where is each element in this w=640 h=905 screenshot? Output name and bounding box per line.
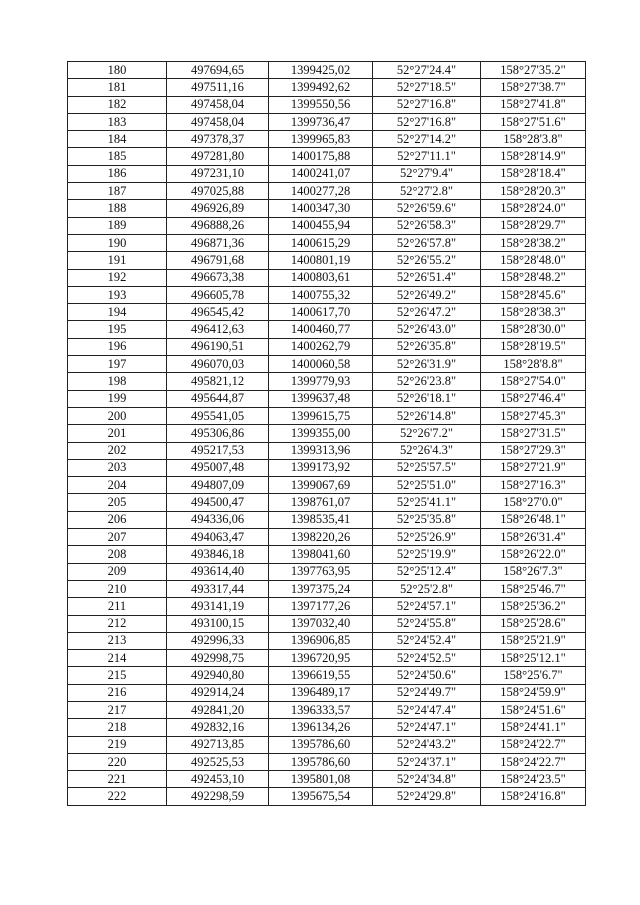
longitude-cell: 158°27'0.0" [481,494,586,511]
table-row [68,477,586,494]
y-coordinate-cell: 1399313,96 [269,442,373,459]
longitude-cell: 158°24'22.7" [481,753,586,770]
latitude-cell: 52°24'47.1" [373,719,481,736]
table-row [68,753,586,770]
longitude-cell: 158°27'54.0" [481,373,586,390]
point-number-cell: 209 [68,563,167,580]
x-coordinate-cell: 495541,05 [167,407,269,424]
longitude-cell: 158°28'19.5" [481,338,586,355]
longitude-cell: 158°28'18.4" [481,165,586,182]
point-number-cell: 220 [68,753,167,770]
longitude-cell: 158°27'35.2" [481,62,586,79]
longitude-cell: 158°28'14.9" [481,148,586,165]
y-coordinate-cell: 1399779,93 [269,373,373,390]
latitude-cell: 52°27'11.1" [373,148,481,165]
latitude-cell: 52°25'51.0" [373,477,481,494]
longitude-cell: 158°26'31.4" [481,529,586,546]
longitude-cell: 158°28'8.8" [481,356,586,373]
longitude-cell: 158°27'31.5" [481,425,586,442]
table-row [68,650,586,667]
x-coordinate-cell: 495821,12 [167,373,269,390]
y-coordinate-cell: 1397763,95 [269,563,373,580]
point-number-cell: 216 [68,684,167,701]
point-number-cell: 201 [68,425,167,442]
x-coordinate-cell: 493846,18 [167,546,269,563]
y-coordinate-cell: 1400803,61 [269,269,373,286]
x-coordinate-cell: 495217,53 [167,442,269,459]
table-row [68,511,586,528]
y-coordinate-cell: 1399492,62 [269,79,373,96]
y-coordinate-cell: 1399067,69 [269,477,373,494]
table-row [68,269,586,286]
point-number-cell: 222 [68,788,167,805]
longitude-cell: 158°28'3.8" [481,131,586,148]
longitude-cell: 158°25'36.2" [481,598,586,615]
x-coordinate-cell: 493317,44 [167,580,269,597]
latitude-cell: 52°26'31.9" [373,356,481,373]
point-number-cell: 207 [68,529,167,546]
y-coordinate-cell: 1399355,00 [269,425,373,442]
y-coordinate-cell: 1400175,88 [269,148,373,165]
x-coordinate-cell: 495306,86 [167,425,269,442]
y-coordinate-cell: 1400455,94 [269,217,373,234]
latitude-cell: 52°24'29.8" [373,788,481,805]
table-row [68,96,586,113]
table-row [68,79,586,96]
longitude-cell: 158°27'21.9" [481,459,586,476]
x-coordinate-cell: 497694,65 [167,62,269,79]
point-number-cell: 213 [68,632,167,649]
table-row [68,304,586,321]
table-row [68,234,586,251]
table-row [68,442,586,459]
x-coordinate-cell: 497458,04 [167,113,269,130]
table-row [68,390,586,407]
x-coordinate-cell: 496545,42 [167,304,269,321]
latitude-cell: 52°24'52.4" [373,632,481,649]
latitude-cell: 52°27'16.8" [373,96,481,113]
longitude-cell: 158°28'48.0" [481,252,586,269]
x-coordinate-cell: 495007,48 [167,459,269,476]
longitude-cell: 158°27'46.4" [481,390,586,407]
x-coordinate-cell: 492940,80 [167,667,269,684]
latitude-cell: 52°27'2.8" [373,183,481,200]
latitude-cell: 52°24'49.7" [373,684,481,701]
coordinates-table-body [68,62,586,806]
latitude-cell: 52°26'7.2" [373,425,481,442]
y-coordinate-cell: 1398535,41 [269,511,373,528]
latitude-cell: 52°25'57.5" [373,459,481,476]
x-coordinate-cell: 496888,26 [167,217,269,234]
longitude-cell: 158°24'23.5" [481,771,586,788]
table-row [68,580,586,597]
y-coordinate-cell: 1395675,54 [269,788,373,805]
point-number-cell: 191 [68,252,167,269]
latitude-cell: 52°26'47.2" [373,304,481,321]
latitude-cell: 52°26'49.2" [373,286,481,303]
x-coordinate-cell: 493141,19 [167,598,269,615]
x-coordinate-cell: 497281,80 [167,148,269,165]
latitude-cell: 52°26'14.8" [373,407,481,424]
coordinates-table [67,61,586,806]
latitude-cell: 52°26'23.8" [373,373,481,390]
latitude-cell: 52°27'14.2" [373,131,481,148]
table-row [68,252,586,269]
longitude-cell: 158°27'29.3" [481,442,586,459]
table-row [68,546,586,563]
point-number-cell: 221 [68,771,167,788]
point-number-cell: 185 [68,148,167,165]
table-row [68,200,586,217]
x-coordinate-cell: 494807,09 [167,477,269,494]
y-coordinate-cell: 1400615,29 [269,234,373,251]
x-coordinate-cell: 497231,10 [167,165,269,182]
x-coordinate-cell: 496412,63 [167,321,269,338]
longitude-cell: 158°25'28.6" [481,615,586,632]
point-number-cell: 204 [68,477,167,494]
x-coordinate-cell: 492841,20 [167,701,269,718]
point-number-cell: 189 [68,217,167,234]
latitude-cell: 52°24'55.8" [373,615,481,632]
latitude-cell: 52°24'50.6" [373,667,481,684]
y-coordinate-cell: 1399637,48 [269,390,373,407]
point-number-cell: 182 [68,96,167,113]
point-number-cell: 180 [68,62,167,79]
longitude-cell: 158°24'51.6" [481,701,586,718]
table-row [68,684,586,701]
x-coordinate-cell: 492914,24 [167,684,269,701]
point-number-cell: 203 [68,459,167,476]
point-number-cell: 183 [68,113,167,130]
latitude-cell: 52°25'35.8" [373,511,481,528]
point-number-cell: 200 [68,407,167,424]
longitude-cell: 158°28'48.2" [481,269,586,286]
y-coordinate-cell: 1395786,60 [269,736,373,753]
x-coordinate-cell: 493100,15 [167,615,269,632]
latitude-cell: 52°25'12.4" [373,563,481,580]
longitude-cell: 158°28'30.0" [481,321,586,338]
y-coordinate-cell: 1400277,28 [269,183,373,200]
y-coordinate-cell: 1399425,02 [269,62,373,79]
y-coordinate-cell: 1400617,70 [269,304,373,321]
y-coordinate-cell: 1395786,60 [269,753,373,770]
y-coordinate-cell: 1400060,58 [269,356,373,373]
y-coordinate-cell: 1398041,60 [269,546,373,563]
latitude-cell: 52°26'35.8" [373,338,481,355]
longitude-cell: 158°28'38.2" [481,234,586,251]
latitude-cell: 52°27'18.5" [373,79,481,96]
longitude-cell: 158°25'46.7" [481,580,586,597]
latitude-cell: 52°27'9.4" [373,165,481,182]
table-row [68,165,586,182]
y-coordinate-cell: 1400241,07 [269,165,373,182]
x-coordinate-cell: 496871,36 [167,234,269,251]
longitude-cell: 158°27'16.3" [481,477,586,494]
table-row [68,321,586,338]
point-number-cell: 211 [68,598,167,615]
latitude-cell: 52°24'34.8" [373,771,481,788]
latitude-cell: 52°26'51.4" [373,269,481,286]
y-coordinate-cell: 1400262,79 [269,338,373,355]
x-coordinate-cell: 496605,78 [167,286,269,303]
table-row [68,338,586,355]
longitude-cell: 158°28'45.6" [481,286,586,303]
latitude-cell: 52°24'52.5" [373,650,481,667]
x-coordinate-cell: 494336,06 [167,511,269,528]
y-coordinate-cell: 1397375,24 [269,580,373,597]
x-coordinate-cell: 492453,10 [167,771,269,788]
table-row [68,131,586,148]
longitude-cell: 158°26'22.0" [481,546,586,563]
x-coordinate-cell: 492298,59 [167,788,269,805]
y-coordinate-cell: 1396720,95 [269,650,373,667]
point-number-cell: 184 [68,131,167,148]
table-row [68,771,586,788]
table-row [68,632,586,649]
point-number-cell: 186 [68,165,167,182]
x-coordinate-cell: 497458,04 [167,96,269,113]
point-number-cell: 194 [68,304,167,321]
x-coordinate-cell: 492713,85 [167,736,269,753]
table-row [68,736,586,753]
longitude-cell: 158°28'24.0" [481,200,586,217]
latitude-cell: 52°26'43.0" [373,321,481,338]
y-coordinate-cell: 1397177,26 [269,598,373,615]
point-number-cell: 205 [68,494,167,511]
y-coordinate-cell: 1396134,26 [269,719,373,736]
y-coordinate-cell: 1400347,30 [269,200,373,217]
y-coordinate-cell: 1398220,26 [269,529,373,546]
y-coordinate-cell: 1399965,83 [269,131,373,148]
table-row [68,286,586,303]
table-row [68,407,586,424]
latitude-cell: 52°24'47.4" [373,701,481,718]
table-row [68,183,586,200]
point-number-cell: 212 [68,615,167,632]
table-row [68,788,586,805]
y-coordinate-cell: 1400460,77 [269,321,373,338]
point-number-cell: 217 [68,701,167,718]
latitude-cell: 52°26'4.3" [373,442,481,459]
x-coordinate-cell: 497025,88 [167,183,269,200]
x-coordinate-cell: 497511,16 [167,79,269,96]
y-coordinate-cell: 1395801,08 [269,771,373,788]
x-coordinate-cell: 492525,53 [167,753,269,770]
longitude-cell: 158°25'6.7" [481,667,586,684]
y-coordinate-cell: 1400801,19 [269,252,373,269]
table-row [68,373,586,390]
point-number-cell: 199 [68,390,167,407]
point-number-cell: 206 [68,511,167,528]
longitude-cell: 158°24'16.8" [481,788,586,805]
point-number-cell: 218 [68,719,167,736]
point-number-cell: 190 [68,234,167,251]
longitude-cell: 158°27'38.7" [481,79,586,96]
table-row [68,148,586,165]
table-row [68,459,586,476]
x-coordinate-cell: 496673,38 [167,269,269,286]
table-row [68,667,586,684]
longitude-cell: 158°27'51.6" [481,113,586,130]
point-number-cell: 219 [68,736,167,753]
y-coordinate-cell: 1398761,07 [269,494,373,511]
point-number-cell: 210 [68,580,167,597]
table-row [68,217,586,234]
table-row [68,598,586,615]
latitude-cell: 52°25'26.9" [373,529,481,546]
point-number-cell: 196 [68,338,167,355]
latitude-cell: 52°26'58.3" [373,217,481,234]
x-coordinate-cell: 494500,47 [167,494,269,511]
latitude-cell: 52°24'43.2" [373,736,481,753]
y-coordinate-cell: 1396489,17 [269,684,373,701]
table-row [68,529,586,546]
x-coordinate-cell: 495644,87 [167,390,269,407]
latitude-cell: 52°26'57.8" [373,234,481,251]
longitude-cell: 158°27'41.8" [481,96,586,113]
table-row [68,113,586,130]
latitude-cell: 52°25'41.1" [373,494,481,511]
latitude-cell: 52°25'2.8" [373,580,481,597]
latitude-cell: 52°27'16.8" [373,113,481,130]
longitude-cell: 158°28'29.7" [481,217,586,234]
y-coordinate-cell: 1396333,57 [269,701,373,718]
longitude-cell: 158°25'21.9" [481,632,586,649]
latitude-cell: 52°24'57.1" [373,598,481,615]
table-row [68,615,586,632]
x-coordinate-cell: 497378,37 [167,131,269,148]
latitude-cell: 52°24'37.1" [373,753,481,770]
longitude-cell: 158°28'38.3" [481,304,586,321]
table-row [68,719,586,736]
point-number-cell: 188 [68,200,167,217]
x-coordinate-cell: 492832,16 [167,719,269,736]
x-coordinate-cell: 493614,40 [167,563,269,580]
y-coordinate-cell: 1399736,47 [269,113,373,130]
y-coordinate-cell: 1397032,40 [269,615,373,632]
longitude-cell: 158°28'20.3" [481,183,586,200]
table-row [68,62,586,79]
longitude-cell: 158°26'7.3" [481,563,586,580]
table-row [68,701,586,718]
latitude-cell: 52°27'24.4" [373,62,481,79]
table-row [68,494,586,511]
point-number-cell: 208 [68,546,167,563]
latitude-cell: 52°25'19.9" [373,546,481,563]
y-coordinate-cell: 1400755,32 [269,286,373,303]
x-coordinate-cell: 496070,03 [167,356,269,373]
longitude-cell: 158°24'41.1" [481,719,586,736]
longitude-cell: 158°24'22.7" [481,736,586,753]
x-coordinate-cell: 496190,51 [167,338,269,355]
point-number-cell: 195 [68,321,167,338]
point-number-cell: 202 [68,442,167,459]
y-coordinate-cell: 1399173,92 [269,459,373,476]
latitude-cell: 52°26'59.6" [373,200,481,217]
point-number-cell: 198 [68,373,167,390]
y-coordinate-cell: 1396906,85 [269,632,373,649]
point-number-cell: 181 [68,79,167,96]
point-number-cell: 193 [68,286,167,303]
x-coordinate-cell: 496926,89 [167,200,269,217]
x-coordinate-cell: 496791,68 [167,252,269,269]
x-coordinate-cell: 492998,75 [167,650,269,667]
y-coordinate-cell: 1396619,55 [269,667,373,684]
point-number-cell: 192 [68,269,167,286]
y-coordinate-cell: 1399550,56 [269,96,373,113]
point-number-cell: 197 [68,356,167,373]
table-row [68,425,586,442]
x-coordinate-cell: 492996,33 [167,632,269,649]
longitude-cell: 158°25'12.1" [481,650,586,667]
point-number-cell: 214 [68,650,167,667]
longitude-cell: 158°24'59.9" [481,684,586,701]
longitude-cell: 158°27'45.3" [481,407,586,424]
x-coordinate-cell: 494063,47 [167,529,269,546]
point-number-cell: 215 [68,667,167,684]
longitude-cell: 158°26'48.1" [481,511,586,528]
point-number-cell: 187 [68,183,167,200]
table-row [68,356,586,373]
table-row [68,563,586,580]
y-coordinate-cell: 1399615,75 [269,407,373,424]
latitude-cell: 52°26'55.2" [373,252,481,269]
latitude-cell: 52°26'18.1" [373,390,481,407]
